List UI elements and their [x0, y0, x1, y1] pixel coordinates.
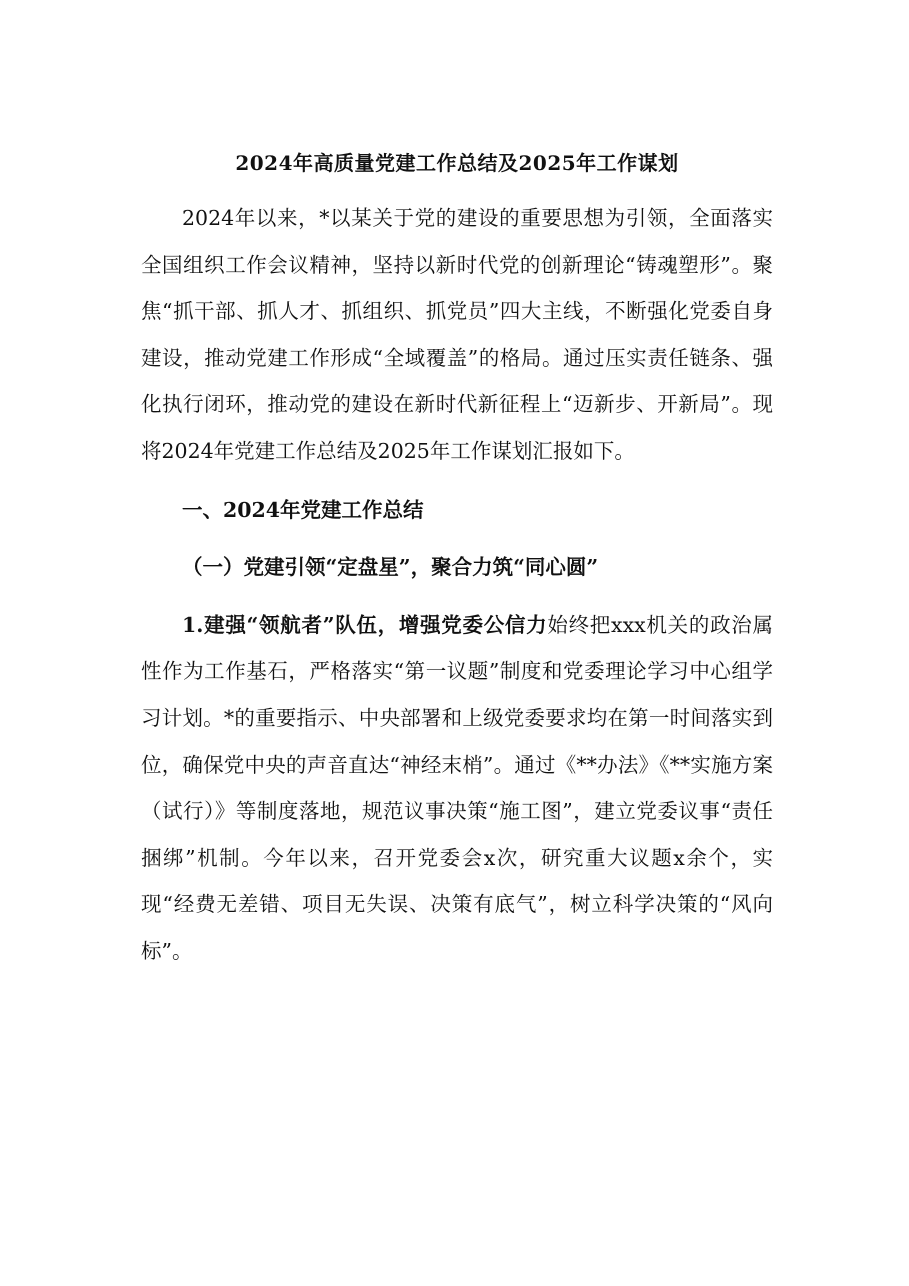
- intro-paragraph: 2024年以来，*以某关于党的建设的重要思想为引领，全面落实全国组织工作会议精神，坚持以新时代党的创新理论“铸魂塑形”。聚焦“抓干部、抓人才、抓组织、抓党员”四大主线，不断强化党委自身建设，推动党建工作形成“全域覆盖”的格局。通过压实责任链条、强化执行闭环，推动党的建设在新时代新征程上“迈新步、开新局”。现将2024年党建工作总结及2025年工作谋划汇报如下。: [141, 206, 773, 463]
- item-paragraph: [141, 602, 773, 975]
- document-page: [141, 148, 773, 975]
- spacer: [141, 533, 773, 544]
- subsection-heading: （一）党建引领“定盘星”，聚合力筑“同心圆”: [182, 555, 599, 580]
- spacer: [141, 475, 773, 487]
- item-lead-heading: 1.建强“领航者”队伍，增强党委公信力: [182, 612, 548, 637]
- document-title: 2024年高质量党建工作总结及2025年工作谋划: [235, 151, 679, 175]
- section-heading: 一、2024年党建工作总结: [182, 497, 424, 522]
- spacer: [141, 591, 773, 602]
- item-body-text: 始终把xxx机关的政治属性作为工作基石，严格落实“第一议题”制度和党委理论学习中心组学习计划。*的重要指示、中央部署和上级党委要求均在第一时间落实到位，确保党中央的声音直达“神经末梢”。通过《**办法》《**实施方案（试行）》等制度落地，规范议事决策“施工图”，建立党委议事“责任捆绑”机制。今年以来，召开党委会x次，研究重大议题x余个，实现“经费无差错、项目无失误、决策有底气”，树立科学决策的“风向标”。: [141, 612, 774, 963]
